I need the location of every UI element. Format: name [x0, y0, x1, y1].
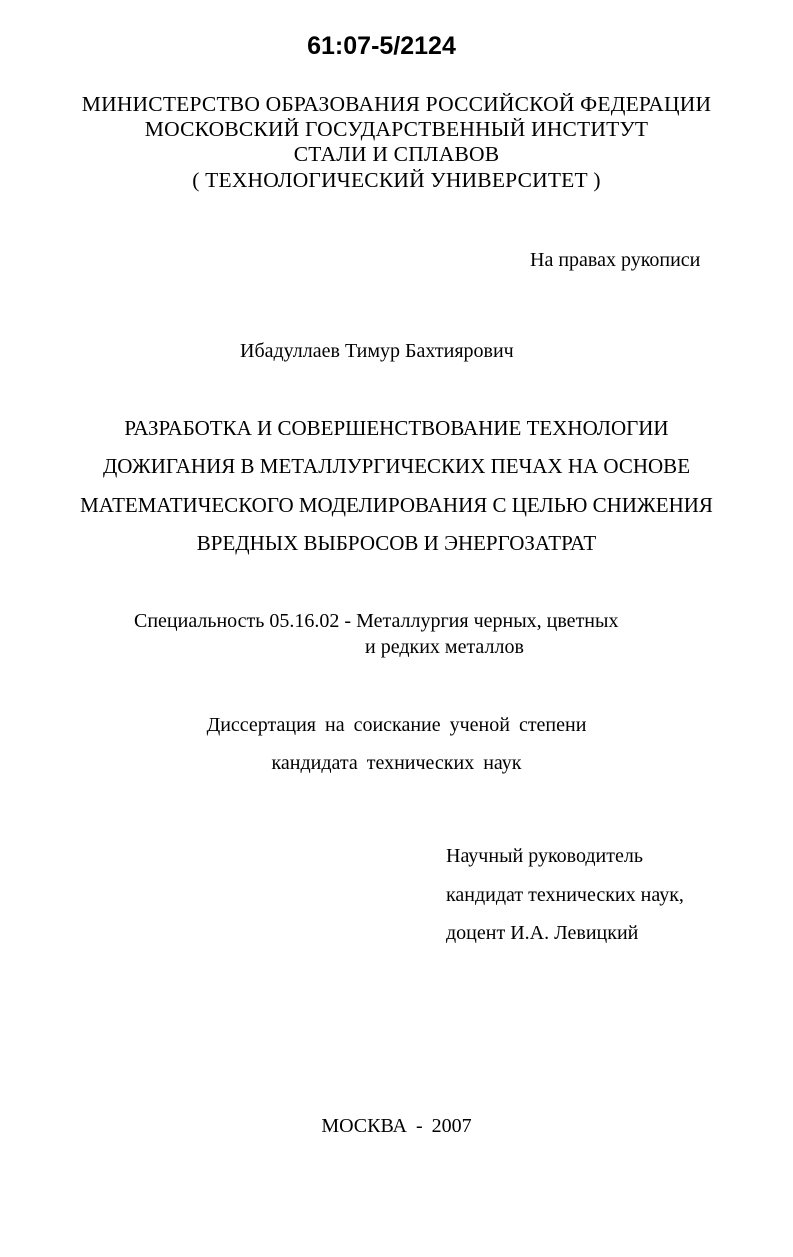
author-name: Ибадуллаев Тимур Бахтиярович: [240, 340, 514, 362]
degree-line-1: Диссертация на соискание ученой степени: [206, 714, 587, 736]
specialty-line-2: и редких металлов: [365, 636, 524, 658]
institution-line-3: СТАЛИ И СПЛАВОВ: [293, 142, 500, 166]
title-line-2: ДОЖИГАНИЯ В МЕТАЛЛУРГИЧЕСКИХ ПЕЧАХ НА ОСНОВЕ: [102, 454, 691, 478]
institution-line-1: МИНИСТЕРСТВО ОБРАЗОВАНИЯ РОССИЙСКОЙ ФЕДЕРАЦИИ: [81, 92, 712, 116]
registry-code-text: 61:07-5/2124: [307, 32, 456, 60]
supervisor-line-2: кандидат технических наук,: [446, 884, 684, 906]
registry-code: [0, 32, 793, 61]
title-line-3: МАТЕМАТИЧЕСКОГО МОДЕЛИРОВАНИЯ С ЦЕЛЬЮ СНИЖЕНИЯ: [80, 493, 713, 517]
title-line-4: ВРЕДНЫХ ВЫБРОСОВ И ЭНЕРГОЗАТРАТ: [196, 531, 597, 555]
city-year: МОСКВА - 2007: [321, 1115, 472, 1137]
institution-line-4: ( ТЕХНОЛОГИЧЕСКИЙ УНИВЕРСИТЕТ ): [192, 168, 601, 192]
manuscript-note: На правах рукописи: [530, 249, 701, 271]
specialty-line-1: Специальность 05.16.02 - Металлургия черных, цветных: [134, 610, 619, 632]
supervisor-line-3: доцент И.А. Левицкий: [446, 922, 639, 944]
supervisor-line-1: Научный руководитель: [446, 845, 643, 867]
degree-line-2: кандидата технических наук: [271, 752, 522, 774]
institution-line-2: МОСКОВСКИЙ ГОСУДАРСТВЕННЫЙ ИНСТИТУТ: [144, 117, 649, 141]
title-line-1: РАЗРАБОТКА И СОВЕРШЕНСТВОВАНИЕ ТЕХНОЛОГИИ: [124, 416, 669, 440]
